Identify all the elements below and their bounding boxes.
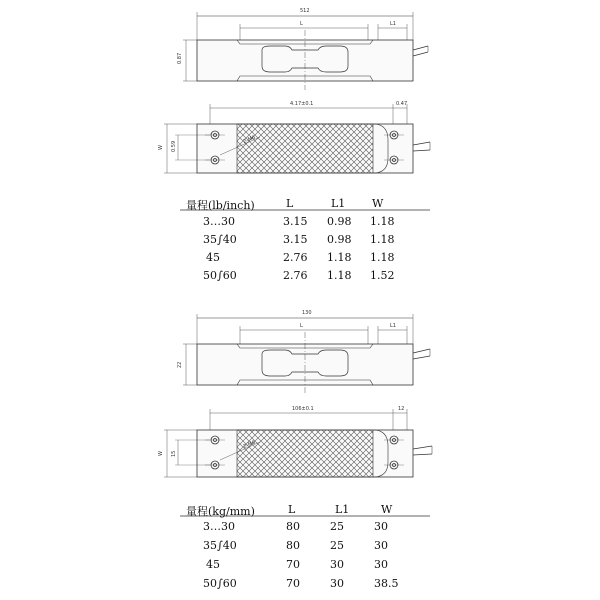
bottom-overall-width: 130 xyxy=(302,310,312,316)
table-cell: 30 xyxy=(330,558,344,571)
table-cell: 70 xyxy=(286,558,300,571)
top-side-height: 0.59 xyxy=(171,140,177,152)
table-cell: 38.5 xyxy=(374,577,399,590)
table-mm-header-W: W xyxy=(381,503,393,516)
bottom-height: 22 xyxy=(177,361,183,368)
top-thread-note: 2-M6 xyxy=(242,134,257,145)
table-cell: 80 xyxy=(286,520,300,533)
table-cell: 25 xyxy=(330,539,344,552)
top-overall-width: 512 xyxy=(300,8,310,14)
table-cell: 25 xyxy=(330,520,344,533)
table-cell: 2.76 xyxy=(283,251,308,264)
top-hole-spacing: 4.17±0.1 xyxy=(290,101,314,107)
table-cell: 0.98 xyxy=(327,233,352,246)
table-cell: 1.18 xyxy=(327,251,352,264)
table-cell: 3…30 xyxy=(203,520,235,533)
table-inch-header-L: L xyxy=(286,197,294,210)
table-cell: 1.18 xyxy=(370,233,395,246)
table-cell: 1.52 xyxy=(370,269,395,282)
table-mm-header-L: L xyxy=(288,503,296,516)
top-label-W: W xyxy=(158,145,164,150)
table-cell: 50∫60 xyxy=(203,269,237,282)
bottom-side-height: 15 xyxy=(171,450,177,457)
table-cell: 45 xyxy=(206,251,220,264)
bottom-thread-note: 2-M6 xyxy=(242,439,257,450)
table-inch-header-range: 量程(lb/inch) xyxy=(186,199,255,212)
top-label-L: L xyxy=(300,21,303,27)
table-cell: 0.98 xyxy=(327,215,352,228)
table-cell: 30 xyxy=(330,577,344,590)
table-cell: 1.18 xyxy=(327,269,352,282)
bottom-hole-spacing: 106±0.1 xyxy=(292,406,314,412)
table-cell: 45 xyxy=(206,558,220,571)
top-end-offset: 0.47 xyxy=(396,101,408,107)
table-mm-header-range: 量程(kg/mm) xyxy=(186,505,255,518)
table-cell: 80 xyxy=(286,539,300,552)
top-height: 0.87 xyxy=(177,52,183,64)
bottom-label-W: W xyxy=(158,451,164,456)
table-cell: 3.15 xyxy=(283,215,308,228)
table-cell: 1.18 xyxy=(370,251,395,264)
table-inch-header-W: W xyxy=(372,197,384,210)
table-cell: 35∫40 xyxy=(203,539,237,552)
bottom-plan-view xyxy=(164,409,432,477)
table-cell: 3…30 xyxy=(203,215,235,228)
top-label-L1: L1 xyxy=(390,21,396,27)
table-cell: 50∫60 xyxy=(203,577,237,590)
bottom-end-offset: 12 xyxy=(398,406,405,412)
table-mm-header-L1: L1 xyxy=(335,503,350,516)
table-cell: 30 xyxy=(374,539,388,552)
table-cell: 3.15 xyxy=(283,233,308,246)
bottom-label-L: L xyxy=(300,323,303,329)
table-cell: 1.18 xyxy=(370,215,395,228)
table-cell: 2.76 xyxy=(283,269,308,282)
table-cell: 70 xyxy=(286,577,300,590)
table-cell: 30 xyxy=(374,520,388,533)
table-cell: 35∫40 xyxy=(203,233,237,246)
top-plan-view xyxy=(164,104,430,173)
bottom-label-L1: L1 xyxy=(390,323,396,329)
table-inch-header-L1: L1 xyxy=(331,197,346,210)
table-cell: 30 xyxy=(374,558,388,571)
